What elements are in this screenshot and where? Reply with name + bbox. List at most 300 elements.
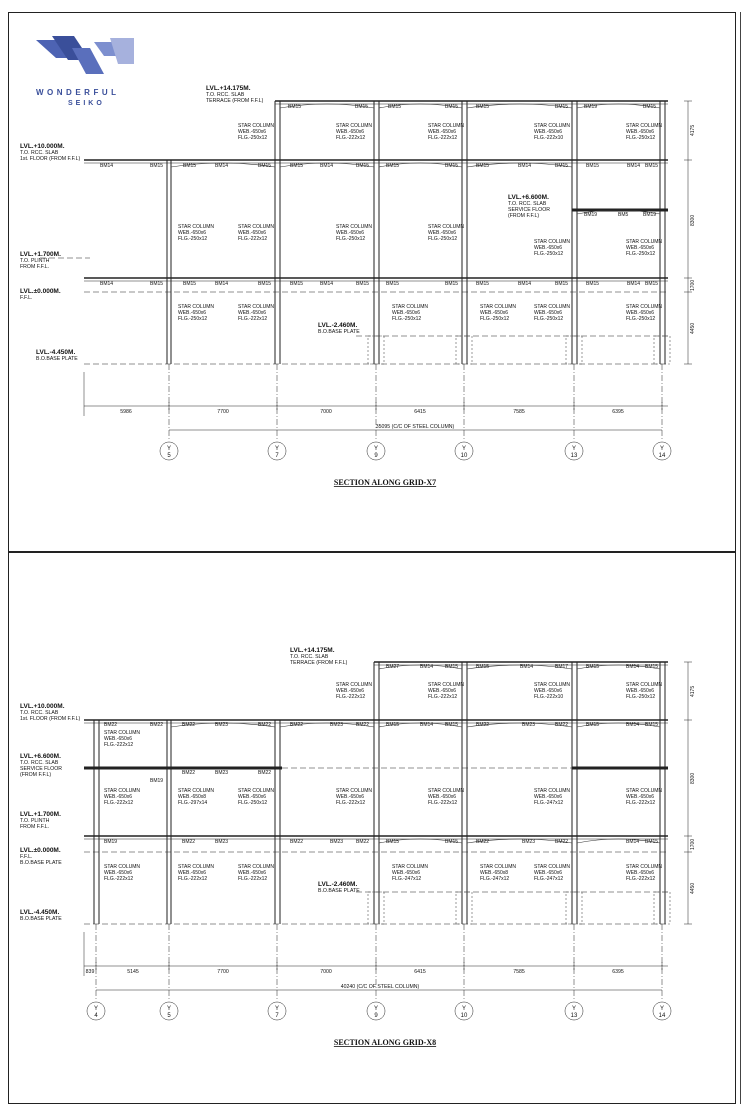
svg-text:7585: 7585 bbox=[513, 969, 525, 975]
grid-bubble-labels bbox=[167, 446, 666, 459]
svg-text:B.O.BASE PLATE: B.O.BASE PLATE bbox=[318, 329, 360, 335]
svg-text:FLG.-250x12: FLG.-250x12 bbox=[534, 316, 564, 322]
svg-text:T.O. RCC. SLAB: T.O. RCC. SLAB bbox=[508, 201, 547, 207]
svg-text:B.O.BASE PLATE: B.O.BASE PLATE bbox=[318, 888, 360, 894]
svg-text:FLG.-222x12: FLG.-222x12 bbox=[238, 876, 268, 882]
svg-text:FLG.-250x12: FLG.-250x12 bbox=[238, 135, 268, 141]
svg-text:Y: Y bbox=[373, 446, 379, 452]
svg-text:FLG.-222x12: FLG.-222x12 bbox=[428, 800, 458, 806]
svg-text:BM15: BM15 bbox=[476, 163, 490, 169]
svg-text:FLG.-222x12: FLG.-222x12 bbox=[238, 316, 268, 322]
svg-text:1st. FLOOR (FROM F.F.L): 1st. FLOOR (FROM F.F.L) bbox=[20, 716, 81, 722]
bay-values bbox=[86, 969, 624, 990]
svg-text:WEB.-650x6: WEB.-650x6 bbox=[238, 129, 267, 135]
svg-text:BM15: BM15 bbox=[386, 163, 400, 169]
svg-text:BM15: BM15 bbox=[356, 281, 370, 287]
svg-text:FLG.-250x12: FLG.-250x12 bbox=[178, 316, 208, 322]
svg-text:BM15: BM15 bbox=[586, 163, 600, 169]
svg-text:FLG.-250x12: FLG.-250x12 bbox=[178, 236, 208, 242]
svg-text:FLG.-250x12: FLG.-250x12 bbox=[428, 236, 458, 242]
svg-text:(FROM F.F.L): (FROM F.F.L) bbox=[508, 213, 540, 219]
svg-text:10: 10 bbox=[460, 453, 468, 459]
svg-text:WEB.-650x6: WEB.-650x6 bbox=[534, 129, 563, 135]
svg-text:WEB.-650x6: WEB.-650x6 bbox=[534, 245, 563, 251]
svg-text:BM14: BM14 bbox=[520, 664, 534, 670]
height-values bbox=[690, 686, 696, 894]
grid-bubbles bbox=[87, 924, 671, 1020]
svg-text:BM22: BM22 bbox=[258, 722, 272, 728]
svg-text:Y: Y bbox=[571, 446, 577, 452]
svg-text:13: 13 bbox=[570, 1013, 578, 1019]
svg-text:BM22: BM22 bbox=[476, 839, 490, 845]
grid-bubble-labels bbox=[94, 1006, 666, 1019]
svg-text:Y: Y bbox=[461, 1006, 467, 1012]
svg-text:Y: Y bbox=[659, 446, 665, 452]
svg-text:4450: 4450 bbox=[690, 882, 696, 894]
svg-text:7585: 7585 bbox=[513, 409, 525, 415]
svg-text:WEB.-650x6: WEB.-650x6 bbox=[104, 736, 133, 742]
footings bbox=[368, 892, 670, 924]
truss-arches bbox=[171, 104, 663, 214]
svg-text:7700: 7700 bbox=[217, 409, 229, 415]
svg-text:WEB.-650x6: WEB.-650x6 bbox=[336, 230, 365, 236]
beam-tags bbox=[104, 664, 658, 845]
svg-text:STAR COLUMN: STAR COLUMN bbox=[336, 682, 373, 688]
svg-text:14: 14 bbox=[658, 1013, 666, 1019]
svg-text:STAR COLUMN: STAR COLUMN bbox=[626, 682, 663, 688]
svg-text:LVL.-4.450M.: LVL.-4.450M. bbox=[20, 909, 60, 916]
svg-text:BM15: BM15 bbox=[386, 839, 400, 845]
svg-text:5: 5 bbox=[167, 1013, 171, 1019]
svg-text:BM19: BM19 bbox=[104, 839, 118, 845]
svg-text:BM14: BM14 bbox=[320, 163, 334, 169]
svg-text:BM15: BM15 bbox=[258, 163, 272, 169]
svg-text:STAR COLUMN: STAR COLUMN bbox=[238, 304, 275, 310]
svg-text:BM5: BM5 bbox=[618, 212, 629, 218]
svg-text:WEB.-650x6: WEB.-650x6 bbox=[104, 870, 133, 876]
svg-text:LVL.+10.000M.: LVL.+10.000M. bbox=[20, 703, 65, 710]
svg-text:WEB.-650x6: WEB.-650x6 bbox=[534, 688, 563, 694]
svg-text:BM22: BM22 bbox=[104, 722, 118, 728]
svg-text:FLG.-250x12: FLG.-250x12 bbox=[392, 316, 422, 322]
svg-text:WEB.-650x6: WEB.-650x6 bbox=[480, 310, 509, 316]
svg-text:BM19: BM19 bbox=[584, 212, 598, 218]
svg-text:BM15: BM15 bbox=[183, 163, 197, 169]
svg-text:BM15: BM15 bbox=[445, 104, 459, 110]
svg-text:LVL.±0.000M.: LVL.±0.000M. bbox=[20, 847, 61, 854]
svg-text:LVL.-2.460M.: LVL.-2.460M. bbox=[318, 881, 358, 888]
svg-text:BM27: BM27 bbox=[386, 664, 400, 670]
svg-text:BM22: BM22 bbox=[555, 722, 569, 728]
svg-text:TERRACE (FROM F.F.L): TERRACE (FROM F.F.L) bbox=[290, 660, 348, 666]
svg-text:Y: Y bbox=[659, 1006, 665, 1012]
svg-text:BM14: BM14 bbox=[215, 281, 229, 287]
svg-text:BM22: BM22 bbox=[290, 722, 304, 728]
bay-values bbox=[120, 409, 624, 430]
svg-text:FLG.-222x12: FLG.-222x12 bbox=[336, 135, 366, 141]
svg-text:1700: 1700 bbox=[690, 279, 696, 291]
svg-text:WEB.-650x6: WEB.-650x6 bbox=[336, 794, 365, 800]
svg-text:STAR COLUMN: STAR COLUMN bbox=[480, 864, 517, 870]
svg-text:BM15: BM15 bbox=[476, 281, 490, 287]
svg-text:FLG.-222x12: FLG.-222x12 bbox=[104, 800, 134, 806]
svg-text:STAR COLUMN: STAR COLUMN bbox=[428, 224, 465, 230]
svg-text:WEB.-650x8: WEB.-650x8 bbox=[480, 870, 509, 876]
svg-text:BM22: BM22 bbox=[182, 770, 196, 776]
height-values bbox=[690, 125, 696, 334]
svg-text:BM14: BM14 bbox=[100, 163, 114, 169]
svg-text:6395: 6395 bbox=[612, 969, 624, 975]
svg-text:WEB.-650x6: WEB.-650x6 bbox=[104, 794, 133, 800]
svg-text:BM23: BM23 bbox=[330, 839, 344, 845]
svg-text:7: 7 bbox=[275, 453, 279, 459]
svg-text:STAR COLUMN: STAR COLUMN bbox=[534, 864, 571, 870]
svg-text:WEB.-650x6: WEB.-650x6 bbox=[626, 310, 655, 316]
svg-text:BM14: BM14 bbox=[626, 722, 640, 728]
svg-text:9: 9 bbox=[374, 453, 378, 459]
svg-text:B.O.BASE PLATE: B.O.BASE PLATE bbox=[36, 356, 78, 362]
svg-text:T.O. RCC. SLAB: T.O. RCC. SLAB bbox=[290, 654, 329, 660]
svg-text:FLG.-222x12: FLG.-222x12 bbox=[428, 135, 458, 141]
svg-text:BM15: BM15 bbox=[445, 163, 459, 169]
svg-text:STAR COLUMN: STAR COLUMN bbox=[178, 224, 215, 230]
svg-text:BM15: BM15 bbox=[645, 664, 659, 670]
svg-text:STAR COLUMN: STAR COLUMN bbox=[238, 224, 275, 230]
svg-text:Y: Y bbox=[461, 446, 467, 452]
svg-text:WEB.-650x6: WEB.-650x6 bbox=[626, 870, 655, 876]
svg-text:WEB.-650x6: WEB.-650x6 bbox=[238, 230, 267, 236]
svg-text:FROM F.F.L.: FROM F.F.L. bbox=[20, 264, 50, 270]
svg-text:BM15: BM15 bbox=[555, 163, 569, 169]
svg-text:STAR COLUMN: STAR COLUMN bbox=[534, 788, 571, 794]
svg-text:WEB.-650x6: WEB.-650x6 bbox=[238, 310, 267, 316]
svg-text:LVL.+10.000M.: LVL.+10.000M. bbox=[20, 143, 65, 150]
svg-text:FLG.-222x10: FLG.-222x10 bbox=[534, 694, 564, 700]
svg-text:FLG.-222x12: FLG.-222x12 bbox=[336, 800, 366, 806]
svg-text:35095 (C/C OF STEEL COLUMN): 35095 (C/C OF STEEL COLUMN) bbox=[375, 424, 455, 430]
svg-text:10: 10 bbox=[460, 1013, 468, 1019]
svg-text:STAR COLUMN: STAR COLUMN bbox=[392, 864, 429, 870]
svg-text:839: 839 bbox=[85, 969, 95, 975]
svg-text:FLG.-250x12: FLG.-250x12 bbox=[238, 800, 268, 806]
svg-text:BM15: BM15 bbox=[555, 281, 569, 287]
svg-text:14: 14 bbox=[658, 453, 666, 459]
svg-text:BM15: BM15 bbox=[476, 664, 490, 670]
svg-text:BM22: BM22 bbox=[356, 722, 370, 728]
section-x7 bbox=[0, 0, 750, 552]
svg-text:LVL.+6.600M.: LVL.+6.600M. bbox=[508, 194, 549, 201]
svg-text:FROM F.F.L.: FROM F.F.L. bbox=[20, 824, 50, 830]
svg-text:WEB.-650x8: WEB.-650x8 bbox=[178, 794, 207, 800]
svg-text:Y: Y bbox=[274, 1006, 280, 1012]
svg-text:1st. FLOOR (FROM F.F.L): 1st. FLOOR (FROM F.F.L) bbox=[20, 156, 81, 162]
svg-text:FLG.-222x12: FLG.-222x12 bbox=[336, 694, 366, 700]
svg-text:SERVICE FLOOR: SERVICE FLOOR bbox=[20, 766, 62, 772]
svg-text:40240 (C/C OF STEEL COLUMN): 40240 (C/C OF STEEL COLUMN) bbox=[340, 984, 420, 990]
svg-text:6415: 6415 bbox=[414, 969, 426, 975]
svg-text:SERVICE FLOOR: SERVICE FLOOR bbox=[508, 207, 550, 213]
svg-text:WEB.-650x6: WEB.-650x6 bbox=[392, 870, 421, 876]
svg-text:BM15: BM15 bbox=[150, 163, 164, 169]
svg-text:9: 9 bbox=[374, 1013, 378, 1019]
svg-text:STAR COLUMN: STAR COLUMN bbox=[238, 788, 275, 794]
svg-text:BM23: BM23 bbox=[330, 722, 344, 728]
svg-text:STAR COLUMN: STAR COLUMN bbox=[336, 788, 373, 794]
svg-text:5: 5 bbox=[167, 453, 171, 459]
svg-text:WEB.-650x6: WEB.-650x6 bbox=[428, 129, 457, 135]
svg-text:STAR COLUMN: STAR COLUMN bbox=[104, 730, 141, 736]
svg-text:BM15: BM15 bbox=[386, 281, 400, 287]
svg-text:Y: Y bbox=[93, 1006, 99, 1012]
svg-text:BM15: BM15 bbox=[150, 281, 164, 287]
svg-text:FLG.-247x12: FLG.-247x12 bbox=[534, 876, 564, 882]
svg-text:WEB.-650x6: WEB.-650x6 bbox=[428, 230, 457, 236]
svg-text:BM22: BM22 bbox=[555, 839, 569, 845]
svg-text:BM15: BM15 bbox=[386, 722, 400, 728]
svg-text:4175: 4175 bbox=[690, 685, 696, 697]
svg-text:WEB.-650x6: WEB.-650x6 bbox=[178, 310, 207, 316]
svg-text:WEB.-650x6: WEB.-650x6 bbox=[178, 870, 207, 876]
svg-text:BM15: BM15 bbox=[290, 281, 304, 287]
svg-text:BM15: BM15 bbox=[355, 104, 369, 110]
svg-text:FLG.-222x12: FLG.-222x12 bbox=[104, 876, 134, 882]
svg-text:STAR COLUMN: STAR COLUMN bbox=[392, 304, 429, 310]
svg-text:BM23: BM23 bbox=[215, 722, 229, 728]
svg-text:FLG.-247x12: FLG.-247x12 bbox=[534, 800, 564, 806]
svg-text:BM19: BM19 bbox=[643, 212, 657, 218]
svg-text:LVL.-2.460M.: LVL.-2.460M. bbox=[318, 322, 358, 329]
svg-text:BM19: BM19 bbox=[150, 778, 164, 784]
svg-text:BM15: BM15 bbox=[183, 281, 197, 287]
svg-text:BM14: BM14 bbox=[626, 664, 640, 670]
svg-text:BM14: BM14 bbox=[626, 839, 640, 845]
svg-text:FLG.-222x12: FLG.-222x12 bbox=[626, 800, 656, 806]
svg-text:13: 13 bbox=[570, 453, 578, 459]
svg-text:Y: Y bbox=[166, 446, 172, 452]
svg-text:STAR COLUMN: STAR COLUMN bbox=[534, 239, 571, 245]
svg-text:WEB.-650x6: WEB.-650x6 bbox=[534, 310, 563, 316]
svg-text:LVL.+14.175M.: LVL.+14.175M. bbox=[290, 647, 335, 654]
svg-text:BM15: BM15 bbox=[258, 281, 272, 287]
svg-text:BM15: BM15 bbox=[445, 281, 459, 287]
svg-text:FLG.-222x12: FLG.-222x12 bbox=[238, 236, 268, 242]
svg-text:BM15: BM15 bbox=[288, 104, 302, 110]
svg-text:STAR COLUMN: STAR COLUMN bbox=[428, 123, 465, 129]
svg-text:BM15: BM15 bbox=[445, 664, 459, 670]
svg-text:FLG.-250x12: FLG.-250x12 bbox=[480, 316, 510, 322]
svg-text:FLG.-222x12: FLG.-222x12 bbox=[178, 876, 208, 882]
level-labels bbox=[20, 85, 550, 362]
svg-text:BM15: BM15 bbox=[645, 722, 659, 728]
svg-text:BM23: BM23 bbox=[215, 770, 229, 776]
svg-text:BM15: BM15 bbox=[586, 722, 600, 728]
svg-text:BM15: BM15 bbox=[555, 104, 569, 110]
svg-text:BM14: BM14 bbox=[420, 722, 434, 728]
svg-text:BM17: BM17 bbox=[555, 664, 569, 670]
svg-text:STAR COLUMN: STAR COLUMN bbox=[626, 239, 663, 245]
svg-text:STAR COLUMN: STAR COLUMN bbox=[336, 123, 373, 129]
svg-text:6415: 6415 bbox=[414, 409, 426, 415]
svg-text:BM15: BM15 bbox=[643, 104, 657, 110]
svg-text:WEB.-650x6: WEB.-650x6 bbox=[238, 870, 267, 876]
svg-text:T.O. RCC. SLAB: T.O. RCC. SLAB bbox=[20, 760, 59, 766]
svg-text:F.F.L.: F.F.L. bbox=[20, 295, 33, 301]
svg-text:STAR COLUMN: STAR COLUMN bbox=[104, 864, 141, 870]
svg-text:LVL.-4.450M.: LVL.-4.450M. bbox=[36, 349, 76, 356]
svg-text:5145: 5145 bbox=[127, 969, 139, 975]
svg-text:7700: 7700 bbox=[217, 969, 229, 975]
brand-subname: SEIKO bbox=[68, 100, 105, 107]
truss-arches bbox=[171, 665, 663, 843]
svg-text:STAR COLUMN: STAR COLUMN bbox=[428, 788, 465, 794]
svg-text:BM15: BM15 bbox=[388, 104, 402, 110]
svg-text:WEB.-650x6: WEB.-650x6 bbox=[534, 794, 563, 800]
svg-text:BM14: BM14 bbox=[627, 281, 641, 287]
svg-text:WEB.-650x6: WEB.-650x6 bbox=[428, 688, 457, 694]
svg-text:STAR COLUMN: STAR COLUMN bbox=[480, 304, 517, 310]
svg-text:LVL.+14.175M.: LVL.+14.175M. bbox=[206, 85, 251, 92]
svg-text:WEB.-650x6: WEB.-650x6 bbox=[428, 794, 457, 800]
svg-text:BM15: BM15 bbox=[645, 839, 659, 845]
svg-text:STAR COLUMN: STAR COLUMN bbox=[626, 304, 663, 310]
footings bbox=[368, 336, 670, 364]
svg-text:STAR COLUMN: STAR COLUMN bbox=[178, 304, 215, 310]
svg-text:BM22: BM22 bbox=[290, 839, 304, 845]
beam-studs bbox=[280, 97, 668, 100]
svg-text:BM23: BM23 bbox=[522, 722, 536, 728]
svg-text:FLG.-222x12: FLG.-222x12 bbox=[626, 876, 656, 882]
svg-text:LVL.+1.700M.: LVL.+1.700M. bbox=[20, 811, 61, 818]
svg-text:7000: 7000 bbox=[320, 969, 332, 975]
svg-text:6395: 6395 bbox=[612, 409, 624, 415]
svg-text:BM15: BM15 bbox=[356, 163, 370, 169]
svg-text:BM23: BM23 bbox=[522, 839, 536, 845]
svg-text:STAR COLUMN: STAR COLUMN bbox=[238, 864, 275, 870]
svg-text:Y: Y bbox=[274, 446, 280, 452]
svg-text:Y: Y bbox=[571, 1006, 577, 1012]
svg-text:BM14: BM14 bbox=[215, 163, 229, 169]
svg-text:T.O. PLINTH: T.O. PLINTH bbox=[20, 258, 50, 264]
svg-text:8300: 8300 bbox=[690, 772, 696, 784]
svg-text:BM22: BM22 bbox=[182, 839, 196, 845]
svg-text:FLG.-247x12: FLG.-247x12 bbox=[392, 876, 422, 882]
svg-text:BM14: BM14 bbox=[420, 664, 434, 670]
svg-text:4: 4 bbox=[94, 1013, 98, 1019]
svg-text:FLG.-222x10: FLG.-222x10 bbox=[534, 135, 564, 141]
svg-text:T.O. PLINTH: T.O. PLINTH bbox=[20, 818, 50, 824]
svg-text:WEB.-650x6: WEB.-650x6 bbox=[336, 688, 365, 694]
svg-text:STAR COLUMN: STAR COLUMN bbox=[534, 304, 571, 310]
svg-text:BM14: BM14 bbox=[518, 281, 532, 287]
svg-text:FLG.-250x12: FLG.-250x12 bbox=[626, 694, 656, 700]
svg-text:B.O.BASE PLATE: B.O.BASE PLATE bbox=[20, 916, 62, 922]
svg-text:FLG.-222x12: FLG.-222x12 bbox=[428, 694, 458, 700]
svg-text:STAR COLUMN: STAR COLUMN bbox=[534, 123, 571, 129]
svg-text:BM15: BM15 bbox=[476, 104, 490, 110]
svg-text:BM15: BM15 bbox=[586, 281, 600, 287]
svg-text:STAR COLUMN: STAR COLUMN bbox=[428, 682, 465, 688]
svg-text:5986: 5986 bbox=[120, 409, 132, 415]
svg-text:BM14: BM14 bbox=[627, 163, 641, 169]
section-x8 bbox=[0, 552, 750, 1104]
svg-text:STAR COLUMN: STAR COLUMN bbox=[626, 864, 663, 870]
svg-text:BM15: BM15 bbox=[586, 664, 600, 670]
svg-text:F.F.L.: F.F.L. bbox=[20, 854, 33, 860]
svg-text:BM15: BM15 bbox=[290, 163, 304, 169]
svg-text:8300: 8300 bbox=[690, 214, 696, 226]
svg-text:FLG.-297x14: FLG.-297x14 bbox=[178, 800, 208, 806]
svg-text:B.O.BASE PLATE: B.O.BASE PLATE bbox=[20, 860, 62, 866]
svg-text:WEB.-650x6: WEB.-650x6 bbox=[626, 688, 655, 694]
svg-text:Y: Y bbox=[373, 1006, 379, 1012]
svg-text:STAR COLUMN: STAR COLUMN bbox=[534, 682, 571, 688]
svg-text:WEB.-650x6: WEB.-650x6 bbox=[626, 245, 655, 251]
svg-text:FLG.-222x12: FLG.-222x12 bbox=[104, 742, 134, 748]
svg-text:1700: 1700 bbox=[690, 838, 696, 850]
svg-text:BM22: BM22 bbox=[182, 722, 196, 728]
svg-text:BM14: BM14 bbox=[518, 163, 532, 169]
svg-text:TERRACE (FROM F.F.L): TERRACE (FROM F.F.L) bbox=[206, 98, 264, 104]
svg-text:BM19: BM19 bbox=[584, 104, 598, 110]
svg-text:STAR COLUMN: STAR COLUMN bbox=[178, 788, 215, 794]
svg-text:WEB.-650x6: WEB.-650x6 bbox=[178, 230, 207, 236]
svg-text:WEB.-650x6: WEB.-650x6 bbox=[534, 870, 563, 876]
svg-text:BM22: BM22 bbox=[356, 839, 370, 845]
svg-text:4175: 4175 bbox=[690, 124, 696, 136]
svg-text:WEB.-650x6: WEB.-650x6 bbox=[392, 310, 421, 316]
svg-text:LVL.±0.000M.: LVL.±0.000M. bbox=[20, 288, 61, 295]
svg-text:STAR COLUMN: STAR COLUMN bbox=[104, 788, 141, 794]
svg-text:BM15: BM15 bbox=[445, 722, 459, 728]
level-lines bbox=[84, 662, 668, 924]
svg-text:BM22: BM22 bbox=[258, 770, 272, 776]
section-x7-title: SECTION ALONG GRID-X7 bbox=[333, 478, 437, 487]
svg-text:7: 7 bbox=[275, 1013, 279, 1019]
svg-text:(FROM F.F.L): (FROM F.F.L) bbox=[20, 772, 52, 778]
svg-text:7000: 7000 bbox=[320, 409, 332, 415]
svg-text:FLG.-250x12: FLG.-250x12 bbox=[626, 316, 656, 322]
svg-text:LVL.+6.600M.: LVL.+6.600M. bbox=[20, 753, 61, 760]
svg-text:BM14: BM14 bbox=[320, 281, 334, 287]
svg-text:BM23: BM23 bbox=[215, 839, 229, 845]
svg-text:LVL.+1.700M.: LVL.+1.700M. bbox=[20, 251, 61, 258]
svg-text:BM22: BM22 bbox=[150, 722, 164, 728]
svg-text:T.O. RCC. SLAB: T.O. RCC. SLAB bbox=[206, 92, 245, 98]
svg-text:BM22: BM22 bbox=[476, 722, 490, 728]
svg-text:FLG.-250x12: FLG.-250x12 bbox=[626, 135, 656, 141]
svg-text:BM15: BM15 bbox=[645, 281, 659, 287]
svg-text:WEB.-650x6: WEB.-650x6 bbox=[238, 794, 267, 800]
svg-text:BM15: BM15 bbox=[645, 163, 659, 169]
svg-text:T.O. RCC. SLAB: T.O. RCC. SLAB bbox=[20, 710, 59, 716]
svg-text:STAR COLUMN: STAR COLUMN bbox=[238, 123, 275, 129]
svg-text:FLG.-250x12: FLG.-250x12 bbox=[534, 251, 564, 257]
svg-text:STAR COLUMN: STAR COLUMN bbox=[178, 864, 215, 870]
svg-text:BM15: BM15 bbox=[445, 839, 459, 845]
svg-text:WEB.-650x6: WEB.-650x6 bbox=[626, 129, 655, 135]
brand-name: WONDERFUL bbox=[36, 88, 120, 97]
svg-text:STAR COLUMN: STAR COLUMN bbox=[336, 224, 373, 230]
svg-text:WEB.-650x6: WEB.-650x6 bbox=[626, 794, 655, 800]
svg-text:STAR COLUMN: STAR COLUMN bbox=[626, 788, 663, 794]
svg-text:4450: 4450 bbox=[690, 322, 696, 334]
svg-text:STAR COLUMN: STAR COLUMN bbox=[626, 123, 663, 129]
svg-text:FLG.-250x12: FLG.-250x12 bbox=[626, 251, 656, 257]
svg-text:Y: Y bbox=[166, 1006, 172, 1012]
svg-text:FLG.-247x12: FLG.-247x12 bbox=[480, 876, 510, 882]
svg-text:T.O. RCC. SLAB: T.O. RCC. SLAB bbox=[20, 150, 59, 156]
svg-text:WEB.-650x6: WEB.-650x6 bbox=[336, 129, 365, 135]
